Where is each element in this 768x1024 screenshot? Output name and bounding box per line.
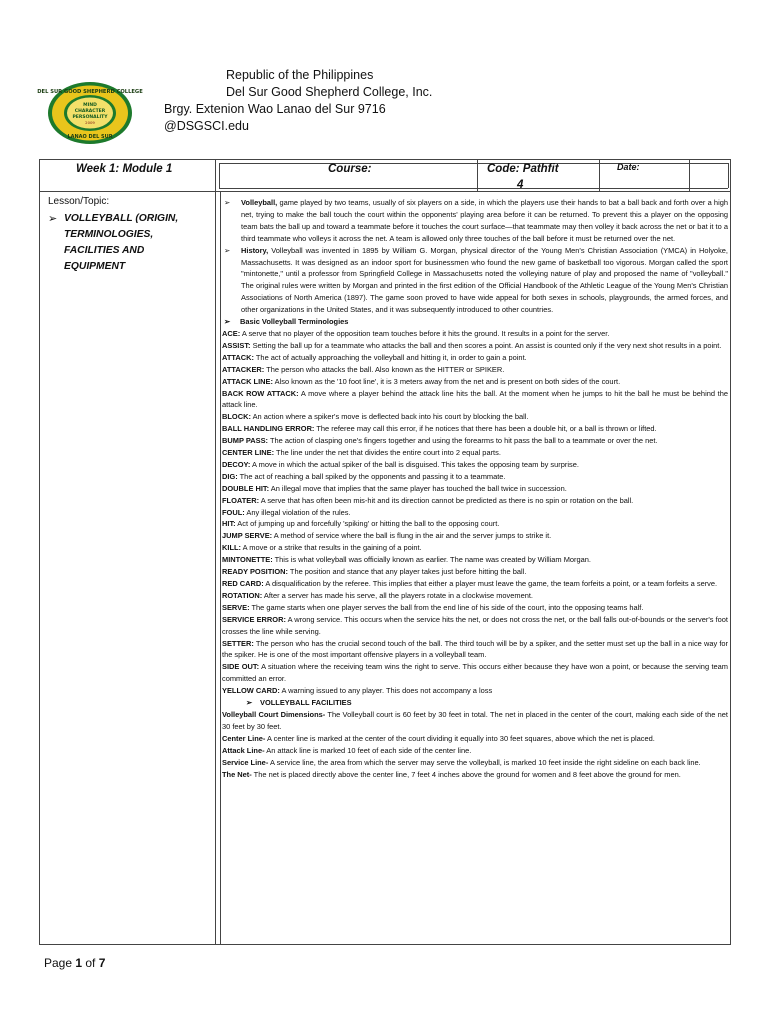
terminologies-heading: ➢ Basic Volleyball Terminologies — [224, 317, 349, 327]
term-label: SETTER: — [222, 638, 254, 648]
term-label: YELLOW CARD: — [222, 686, 280, 696]
term-definition: The net is placed directly above the center line, 7 feet 4 inches above the ground for women and 8 feet above the ground for men. — [251, 769, 681, 779]
terminology-entry — [222, 614, 728, 638]
paragraph-text: Volleyball was invented in 1895 by William G. Morgan, physical director of the Young Men's Christian Association (YMCA) in Holyoke, Massachusetts. It was designed as an indoor sport for businessmen who found the new game of basketball too vigorous. Morgan called the sport "mintonette," until a professor from Springfield College in Massachusetts noted the volleying nature of play and proposed the name of "volleyball." The original rules were written by Morgan and printed in the first edition of the Official Handbook of the Athletic League of the Young Men's Christian Associations of North America (1897). The game soon proved to have wide appeal for both sexes in schools, playgrounds, the armed forces, and other organizations in the United States, and it was subsequently introduced to other countries. — [241, 245, 728, 315]
svg-text:MIND: MIND — [83, 103, 97, 108]
term-definition: The Volleyball court is 60 feet by 30 feet in total. The net in placed in the center of the court, making each side of the net 30 feet by 30 feet. — [222, 709, 728, 731]
term-definition: The position and stance that any player takes just before hitting the ball. — [287, 567, 527, 577]
terminology-entry — [222, 507, 728, 519]
term-label: HIT: — [222, 519, 236, 529]
term-label: Volleyball, — [241, 198, 280, 207]
term-label: ATTACKER: — [222, 364, 265, 374]
term-label: The Net- — [222, 769, 252, 779]
page-number: Page 1 of 7 — [44, 956, 106, 970]
term-label: FOUL: — [222, 507, 245, 517]
arrow-bullet-icon: ➢ — [224, 245, 231, 255]
term-definition: The act of actually approaching the volleyball and hitting it, in order to gain a point. — [253, 352, 527, 362]
term-definition: Setting the ball up for a teammate who attacks the ball and then scores a point. An assist is counted only if the very next shot results in a point. — [250, 340, 722, 350]
module-content — [222, 197, 728, 780]
term-label: ACE: — [222, 328, 241, 338]
header-republic: Republic of the Philippines — [226, 68, 374, 82]
module-table — [39, 159, 731, 945]
term-definition: A method of service where the ball is flung in the air and the server jumps to strike it. — [272, 531, 552, 541]
current-page: 1 — [75, 956, 83, 970]
svg-text:CHARACTER: CHARACTER — [74, 109, 106, 114]
term-definition: An attack line is marked 10 feet of each side of the center line. — [264, 745, 472, 755]
svg-text:LANAO DEL SUR: LANAO DEL SUR — [67, 134, 113, 140]
term-definition: The person who attacks the ball. Also known as the HITTER or SPIKER. — [264, 364, 505, 374]
term-label: MINTONETTE: — [222, 555, 273, 565]
terminology-entry — [222, 602, 728, 614]
term-label: BLOCK: — [222, 412, 251, 422]
terminology-list — [222, 328, 728, 697]
term-label: DECOY: — [222, 459, 251, 469]
term-definition: The act of reaching a ball spiked by the opponents and passing it to a teammate. — [237, 471, 506, 481]
term-label: FLOATER: — [222, 495, 260, 505]
course-code-number: 4 — [517, 179, 524, 191]
term-label: DOUBLE HIT: — [222, 483, 270, 493]
terminology-entry — [222, 578, 728, 590]
term-label: Attack Line- — [222, 745, 265, 755]
table-divider — [219, 163, 220, 188]
term-definition: Act of jumping up and forcefully 'spiking' or hitting the ball to the opposing court. — [235, 519, 500, 529]
term-label: Volleyball Court Dimensions- — [222, 709, 326, 719]
svg-text:PERSONALITY: PERSONALITY — [72, 115, 108, 120]
term-definition: An action where a spiker's move is deflected back into his court by blocking the ball. — [250, 412, 529, 422]
term-label: SIDE OUT: — [222, 662, 260, 672]
terminology-entry — [222, 566, 728, 578]
term-label: History, — [241, 245, 272, 255]
college-seal-logo — [37, 80, 143, 146]
terminology-entry — [222, 638, 728, 662]
term-definition: The action of clasping one's fingers together and using the forearms to hit pass the ball to a teammate or over the net. — [268, 436, 658, 446]
arrow-bullet-icon: ➢ — [246, 698, 253, 708]
week-module-label: Week 1: Module 1 — [76, 163, 173, 175]
course-label: Course: — [328, 163, 372, 175]
table-divider — [219, 188, 728, 189]
term-label: SERVE: — [222, 602, 250, 612]
terminology-entry — [222, 376, 728, 388]
term-definition: This is what volleyball was officially known as earlier. The name was created by William Morgan. — [272, 555, 591, 565]
terminology-entry — [222, 388, 728, 412]
term-definition: An illegal move that implies that the same player has touched the ball twice in succession. — [269, 483, 567, 493]
lesson-topic-title: VOLLEYBALL (ORIGIN, TERMINOLOGIES, FACILITIES AND EQUIPMENT — [64, 213, 179, 272]
terminology-entry — [222, 590, 728, 602]
term-label: ASSIST: — [222, 340, 251, 350]
svg-text:2009: 2009 — [85, 120, 95, 125]
term-definition: After a server has made his serve, all the players rotate in a clockwise movement. — [262, 590, 533, 600]
term-definition: A service line, the area from which the server may serve the volleyball, is marked 10 feet inside the right sideline on each back line. — [268, 757, 701, 767]
term-definition: A serve that no player of the opposition team touches before it hits the ground. It results in a point for the server. — [240, 328, 610, 338]
terminology-entry — [222, 352, 728, 364]
terminology-entry — [222, 435, 728, 447]
header-college-name: Del Sur Good Shepherd College, Inc. — [226, 85, 433, 99]
term-label: CENTER LINE: — [222, 448, 275, 458]
terminology-entry — [222, 530, 728, 542]
table-divider — [40, 191, 730, 192]
term-definition: A wrong service. This occurs when the service hits the net, or does not cross the net, or the ball falls out-of-bounds or the server's foot crosses the line while serving. — [222, 614, 728, 636]
terminology-entry — [222, 459, 728, 471]
term-label: RED CARD: — [222, 579, 264, 588]
lesson-topic-cell — [48, 196, 208, 275]
date-label: Date: — [617, 162, 640, 172]
terminology-entry — [222, 328, 728, 340]
term-label: KILL: — [222, 543, 242, 553]
course-code-label: Code: Pathfit — [487, 163, 559, 175]
terminology-entry — [222, 411, 728, 423]
term-definition: A move in which the actual spiker of the ball is disguised. This takes the opposing team by surprise. — [250, 459, 579, 469]
terminology-entry — [222, 364, 728, 376]
terminology-entry — [222, 518, 728, 530]
total-pages: 7 — [98, 956, 106, 970]
table-divider — [219, 163, 728, 164]
terminology-entry — [222, 340, 728, 352]
terminology-entry — [222, 483, 728, 495]
table-divider — [215, 160, 216, 944]
facilities-list — [222, 709, 728, 780]
term-label: READY POSITION: — [222, 567, 288, 577]
term-label: ATTACK LINE: — [222, 376, 273, 386]
term-definition: Also known as the '10 foot line', it is 3 meters away from the net and is present on both sides of the court. — [272, 376, 621, 386]
term-definition: The line under the net that divides the entire court into 2 equal parts. — [274, 448, 501, 458]
term-definition: A disqualification by the referee. This implies that either a player must leave the game, the team forfeits a point, or a team forfeits a serve. — [263, 579, 718, 588]
facility-entry — [222, 733, 728, 745]
table-divider — [599, 160, 600, 191]
term-definition: A move or a strike that results in the gaining of a point. — [241, 543, 422, 553]
terminology-entry — [222, 447, 728, 459]
terminology-entry — [222, 685, 728, 697]
term-label: DIG: — [222, 471, 238, 481]
term-label: ROTATION: — [222, 590, 263, 600]
term-definition: A warning issued to any player. This does not accompany a loss — [279, 686, 493, 696]
term-definition: Any illegal violation of the rules. — [244, 507, 351, 517]
term-definition: A center line is marked at the center of the court dividing it equally into 30 feet squares, above which the net is placed. — [265, 733, 655, 743]
svg-text:DEL SUR GOOD SHEPHERD COLLEGE: DEL SUR GOOD SHEPHERD COLLEGE — [37, 89, 143, 95]
arrow-bullet-icon: ➢ — [224, 317, 231, 327]
terminology-entry — [222, 423, 728, 435]
header-handle: @DSGSCI.edu — [164, 119, 249, 133]
arrow-bullet-icon: ➢ — [224, 198, 231, 207]
terminology-entry — [222, 661, 728, 685]
paragraph-volleyball — [222, 197, 728, 245]
paragraph-history — [222, 245, 728, 316]
term-label: BUMP PASS: — [222, 436, 269, 446]
terminology-entry — [222, 495, 728, 507]
arrow-bullet-icon: ➢ — [48, 213, 58, 225]
term-label: BACK ROW ATTACK: — [222, 388, 299, 398]
facility-entry — [222, 757, 728, 769]
term-label: SERVICE ERROR: — [222, 614, 286, 624]
table-divider — [728, 163, 729, 188]
facilities-heading: ➢ VOLLEYBALL FACILITIES — [246, 698, 352, 708]
table-divider — [689, 160, 690, 191]
term-definition: The person who has the crucial second touch of the ball. The third touch will be by a spiker, and the setter must set up the ball in a nice way for the spiker. He is one of the most important offensive players in a volleyball team. — [222, 638, 728, 660]
term-definition: The game starts when one player serves the ball from the end line of his side of the court, into the opposing teams half. — [249, 602, 644, 612]
facility-entry — [222, 769, 728, 781]
term-label: JUMP SERVE: — [222, 531, 273, 541]
terminology-entry — [222, 542, 728, 554]
terminology-entry — [222, 554, 728, 566]
term-label: Service Line- — [222, 757, 269, 767]
term-label: Center Line- — [222, 733, 266, 743]
terminology-entry — [222, 471, 728, 483]
facility-entry — [222, 709, 728, 733]
facility-entry — [222, 745, 728, 757]
term-definition: A serve that has often been mis-hit and its direction cannot be predicted as there is no spin or rotation on the ball. — [259, 495, 634, 505]
header-address: Brgy. Extenion Wao Lanao del Sur 9716 — [164, 102, 386, 116]
term-label: BALL HANDLING ERROR: — [222, 424, 315, 434]
table-divider — [220, 191, 221, 944]
term-definition: A move where a player behind the attack line hits the ball. At the moment when he jumps to hit the ball he must be behind the attack line. — [222, 388, 728, 410]
table-divider — [477, 160, 478, 191]
lesson-topic-label: Lesson/Topic: — [48, 196, 110, 207]
term-label: ATTACK: — [222, 352, 254, 362]
term-definition: A situation where the receiving team wins the right to serve. This occurs either because they have won a point, or because the serving team committed an error. — [222, 662, 729, 684]
term-definition: The referee may call this error, if he notices that there has been a double hit, or a ball is thrown or lifted. — [314, 424, 657, 434]
paragraph-text: game played by two teams, usually of six players on a side, in which the players use their hands to bat a ball back and forth over a high net, trying to make the ball touch the court within the opponents' playing area before it can be returned. To prevent this a player on the opposing team bats the ball up and toward a teammate before it touches the court surface—that teammate may then volley it back across the net or bat it to a third teammate who volleys it across the net. A team is allowed only three touches of the ball before it must be returned over the net. — [241, 198, 728, 243]
